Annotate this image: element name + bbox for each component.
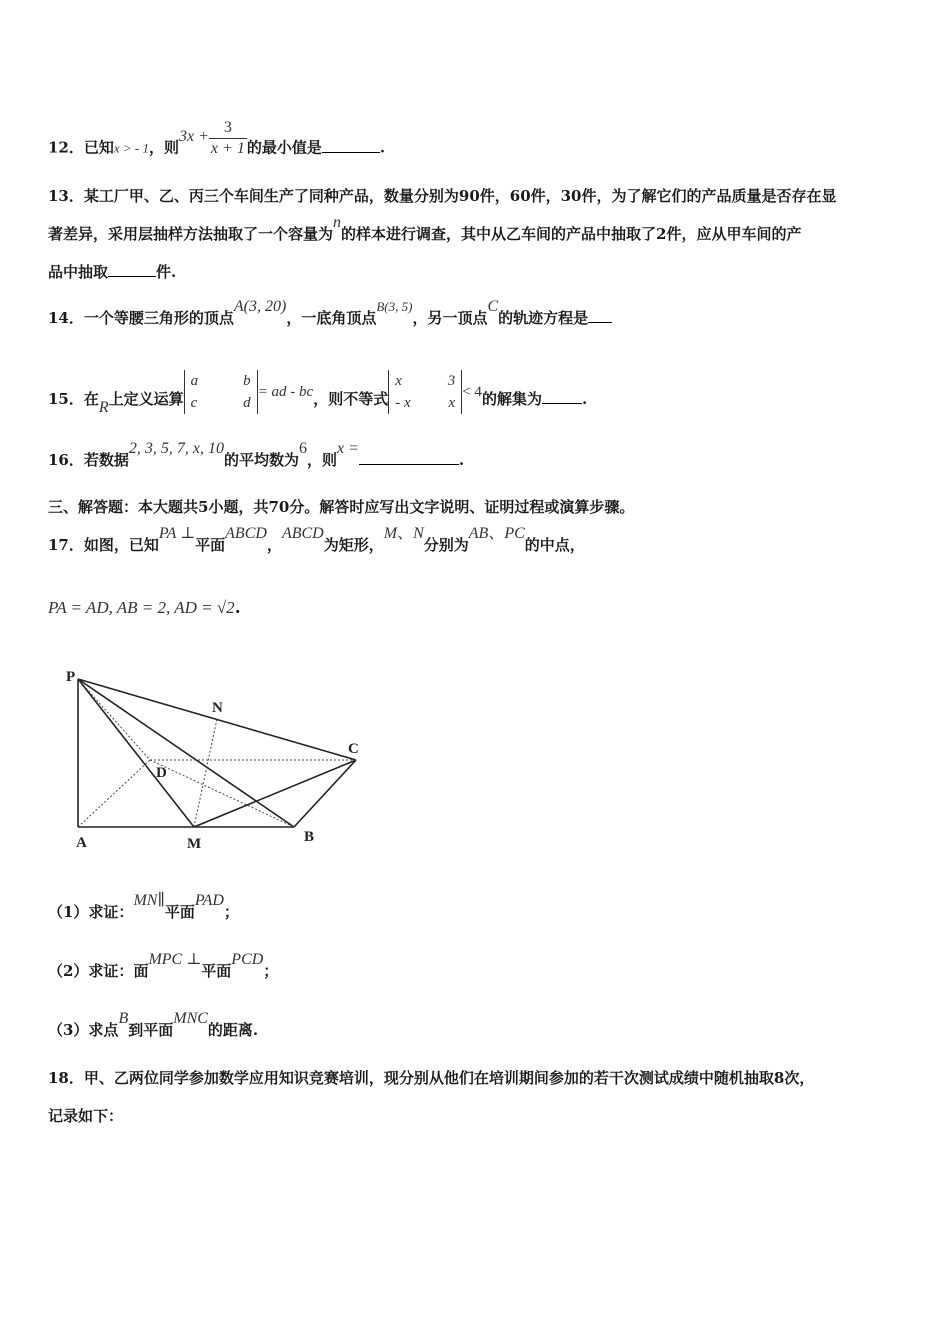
q15-less-than: < 4 bbox=[462, 384, 482, 400]
segment-mc bbox=[194, 760, 356, 827]
q13-text-b: 的样本进行调查，其中从乙车间的产品中抽取了2件，应从甲车间的产 bbox=[341, 225, 802, 243]
q13-answer-blank[interactable] bbox=[108, 262, 156, 277]
segment-mn bbox=[194, 719, 217, 827]
question-13-line-1: 13．某工厂甲、乙、丙三个车间生产了同种产品，数量分别为90件，60件，30件，为了解它们的产品质量是否存在显 bbox=[48, 187, 837, 205]
question-12 bbox=[48, 119, 386, 169]
q17-sep: 、 bbox=[397, 525, 414, 542]
q13-text-c: 品中抽取 bbox=[48, 263, 109, 281]
q15-d21: c bbox=[190, 395, 198, 411]
q12-fraction bbox=[209, 118, 247, 159]
section-3-heading: 三、解答题：本大题共5小题，共70分。解答时应写出文字说明、证明过程或演算步骤。 bbox=[48, 498, 635, 516]
segment-pm bbox=[78, 679, 194, 827]
q14-answer-blank[interactable] bbox=[588, 308, 612, 323]
q17-p2-plane-pcd: PCD bbox=[231, 951, 264, 968]
q17-comma: ， bbox=[266, 536, 282, 554]
q16-data-set: 2, 3, 5, 7, x, 10 bbox=[128, 440, 224, 457]
q14-point-a: A(3, 20) bbox=[233, 298, 287, 315]
q16-answer-blank[interactable] bbox=[359, 450, 459, 465]
q15-answer-blank[interactable] bbox=[542, 389, 582, 404]
edge-pb bbox=[78, 679, 294, 827]
q14-text-b: ，一底角顶点 bbox=[286, 309, 377, 327]
q15-text-c: ，则不等式 bbox=[313, 390, 389, 408]
q12-frac-num: 3 bbox=[223, 119, 232, 136]
q17-pa-perp: PA ⊥ bbox=[158, 525, 196, 542]
q17-p2-text-a: （2）求证：面 bbox=[48, 962, 149, 980]
q12-tail: 的最小值是 bbox=[246, 138, 322, 157]
q17-plane-abcd: ABCD bbox=[225, 525, 267, 542]
q14-point-b: B(3, 5) bbox=[376, 299, 413, 314]
q17-p1-mn-parallel: MN∥ bbox=[133, 892, 165, 909]
q15-e22: x bbox=[448, 395, 456, 411]
q15-equation: = ad - bc bbox=[257, 384, 314, 400]
q15-determinant-ineq bbox=[388, 370, 462, 414]
q17-condition bbox=[48, 598, 241, 618]
question-15 bbox=[48, 373, 588, 422]
q17-point-m: M bbox=[383, 525, 398, 542]
q15-set-r: R bbox=[98, 399, 109, 416]
q12-expr: 3x + bbox=[179, 127, 209, 145]
q17-seg-ab: AB bbox=[468, 525, 489, 542]
label-d: D bbox=[156, 765, 167, 781]
q17-p1-text-a: （1）求证： bbox=[48, 903, 134, 921]
q17-p1-text-b: 平面 bbox=[164, 903, 195, 921]
q12-then: ，则 bbox=[149, 138, 180, 157]
q17-text-a: 17．如图，已知 bbox=[48, 536, 159, 554]
q17-p3-point-b: B bbox=[118, 1010, 129, 1027]
label-a: A bbox=[76, 835, 87, 851]
q13-text-d: 件. bbox=[156, 263, 177, 281]
q17-p3-end: 的距离. bbox=[207, 1021, 259, 1039]
q17-p2-text-b: 平面 bbox=[201, 962, 232, 980]
q15-d12: b bbox=[243, 373, 251, 389]
q17-text-b: 平面 bbox=[195, 536, 226, 554]
q17-p1-end: ； bbox=[223, 903, 239, 921]
label-c: C bbox=[348, 741, 359, 757]
pyramid-figure bbox=[60, 665, 380, 855]
q15-end: . bbox=[581, 390, 588, 408]
q15-text-d: 的解集为 bbox=[481, 390, 542, 408]
q15-determinant-def bbox=[184, 370, 258, 414]
q16-text-b: 的平均数为 bbox=[223, 451, 299, 469]
question-18-line-1: 18．甲、乙两位同学参加数学应用知识竞赛培训，现分别从他们在培训期间参加的若干次测试成绩中随机抽取8次， bbox=[48, 1069, 815, 1087]
q14-text-d: 的轨迹方程是 bbox=[498, 309, 589, 327]
q17-text-e: 的中点， bbox=[524, 536, 585, 554]
q17-p2-mpc-perp: MPC ⊥ bbox=[148, 951, 202, 968]
q17-condition-formula: PA = AD, AB = 2, AD = √2 bbox=[48, 598, 235, 617]
question-13-line-3 bbox=[48, 262, 176, 282]
q16-text-c: ，则 bbox=[307, 451, 338, 469]
edge-ad bbox=[78, 760, 150, 827]
question-14 bbox=[48, 298, 612, 329]
question-17 bbox=[48, 525, 585, 556]
q17-condition-end: . bbox=[234, 598, 241, 618]
q14-point-c: C bbox=[487, 298, 499, 315]
q17-sep-2: 、 bbox=[488, 525, 505, 542]
q15-d22: d bbox=[243, 395, 251, 411]
q17-text-c: 为矩形， bbox=[323, 536, 384, 554]
q14-text-a: 14．一个等腰三角形的顶点 bbox=[48, 309, 234, 327]
q17-part-2 bbox=[48, 951, 279, 982]
question-18-line-2: 记录如下： bbox=[48, 1107, 124, 1125]
q15-e11: x bbox=[395, 373, 402, 389]
q17-seg-pc: PC bbox=[504, 525, 525, 542]
q12-frac-den: x + 1 bbox=[210, 140, 245, 157]
q16-end: . bbox=[458, 451, 465, 469]
q17-rect-abcd: ABCD bbox=[281, 525, 324, 542]
q12-condition: x > - 1 bbox=[113, 140, 149, 156]
q15-e12: 3 bbox=[447, 373, 456, 389]
q14-text-c: ，另一顶点 bbox=[412, 309, 488, 327]
q17-p3-text-a: （3）求点 bbox=[48, 1021, 119, 1039]
edge-bc bbox=[294, 760, 356, 827]
question-16 bbox=[48, 440, 465, 471]
q16-x-equals: x = bbox=[337, 440, 359, 457]
question-13-line-2 bbox=[48, 214, 802, 245]
q15-e21: - x bbox=[395, 395, 411, 411]
label-b: B bbox=[304, 829, 315, 845]
q13-text-a: 著差异，采用层抽样方法抽取了一个容量为 bbox=[48, 225, 334, 243]
q17-text-d: 分别为 bbox=[423, 536, 469, 554]
q17-p1-plane-pad: PAD bbox=[194, 892, 224, 909]
q13-var-n: n bbox=[333, 214, 342, 231]
q17-p3-plane-mnc: MNC bbox=[173, 1010, 208, 1027]
edge-pd bbox=[78, 679, 150, 760]
q12-end: . bbox=[379, 138, 386, 157]
diagonal-db bbox=[150, 760, 294, 827]
label-m: M bbox=[187, 836, 202, 852]
q17-part-3 bbox=[48, 1010, 259, 1041]
q15-text-b: 上定义运算 bbox=[108, 390, 184, 408]
q17-p2-end: ； bbox=[263, 962, 279, 980]
q16-mean: 6 bbox=[299, 440, 307, 457]
label-n: N bbox=[212, 700, 223, 716]
q16-text-a: 16．若数据 bbox=[48, 451, 129, 469]
q17-point-n: N bbox=[413, 525, 424, 542]
q15-d11: a bbox=[190, 373, 199, 389]
q12-number: 12．已知 bbox=[48, 138, 114, 157]
q17-part-1 bbox=[48, 892, 239, 923]
label-p: P bbox=[66, 669, 76, 685]
q17-p3-text-b: 到平面 bbox=[128, 1021, 174, 1039]
q12-answer-blank[interactable] bbox=[322, 138, 380, 153]
q15-text-a: 15．在 bbox=[48, 390, 99, 408]
